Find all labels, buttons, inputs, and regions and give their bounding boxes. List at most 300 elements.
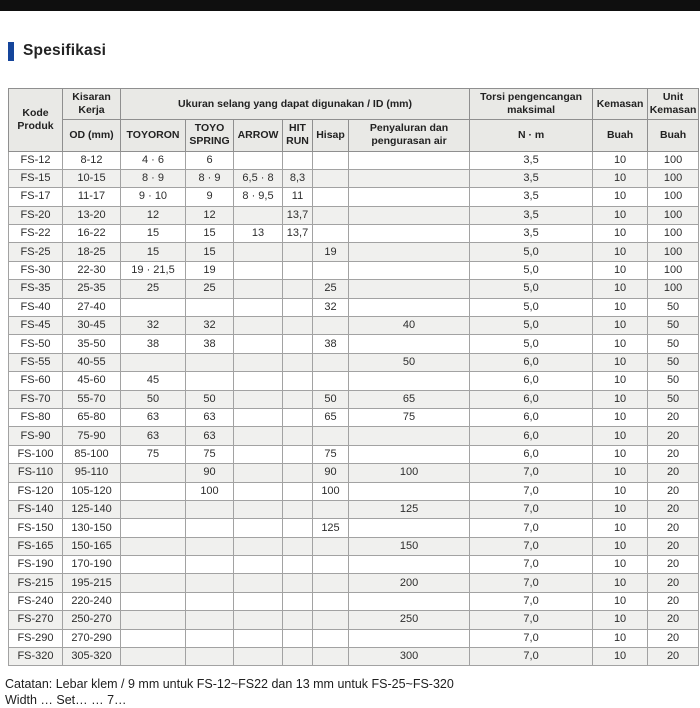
spec-value-cell: [121, 519, 186, 537]
spec-value-cell: 5,0: [470, 335, 593, 353]
product-code-cell: FS-120: [9, 482, 63, 500]
spec-value-cell: 10: [593, 556, 648, 574]
spec-value-cell: 100: [648, 280, 699, 298]
spec-value-cell: [121, 353, 186, 371]
table-row: [9, 225, 699, 243]
spec-value-cell: [283, 372, 313, 390]
spec-value-cell: [349, 445, 470, 463]
spec-value-cell: [349, 225, 470, 243]
spec-value-cell: 6,0: [470, 390, 593, 408]
spec-value-cell: 10: [593, 317, 648, 335]
spec-value-cell: [283, 408, 313, 426]
letterbox-bar-top: [0, 0, 700, 11]
product-code-cell: FS-290: [9, 629, 63, 647]
spec-value-cell: 10: [593, 206, 648, 224]
spec-value-cell: [234, 298, 283, 316]
spec-value-cell: 200: [349, 574, 470, 592]
table-row: [9, 243, 699, 261]
spec-value-cell: [313, 169, 349, 187]
spec-value-cell: [234, 280, 283, 298]
spec-value-cell: 32: [186, 317, 234, 335]
spec-value-cell: 7,0: [470, 500, 593, 518]
spec-value-cell: 3,5: [470, 188, 593, 206]
spec-value-cell: 5,0: [470, 298, 593, 316]
spec-value-cell: [121, 298, 186, 316]
header-kode-produk: Kode Produk: [9, 89, 63, 152]
spec-value-cell: 38: [186, 335, 234, 353]
spec-value-cell: 75-90: [63, 427, 121, 445]
spec-value-cell: [283, 151, 313, 169]
spec-value-cell: [234, 556, 283, 574]
spec-value-cell: 7,0: [470, 592, 593, 610]
spec-value-cell: [349, 188, 470, 206]
spec-value-cell: 10: [593, 298, 648, 316]
spec-value-cell: [349, 206, 470, 224]
table-row: [9, 372, 699, 390]
spec-value-cell: [186, 648, 234, 666]
spec-value-cell: 7,0: [470, 519, 593, 537]
spec-value-cell: 10: [593, 648, 648, 666]
spec-value-cell: [283, 574, 313, 592]
spec-value-cell: [121, 556, 186, 574]
spec-value-cell: 195-215: [63, 574, 121, 592]
spec-value-cell: [234, 574, 283, 592]
spec-value-cell: [283, 592, 313, 610]
spec-value-cell: [349, 243, 470, 261]
spec-value-cell: [349, 298, 470, 316]
spec-value-cell: 7,0: [470, 537, 593, 555]
spec-value-cell: 9: [186, 188, 234, 206]
spec-value-cell: 40-55: [63, 353, 121, 371]
spec-value-cell: 20: [648, 519, 699, 537]
spec-value-cell: [121, 648, 186, 666]
product-code-cell: FS-55: [9, 353, 63, 371]
header-toyoron: TOYORON: [121, 120, 186, 151]
product-code-cell: FS-320: [9, 648, 63, 666]
spec-value-cell: [186, 537, 234, 555]
spec-value-cell: 63: [121, 408, 186, 426]
spec-value-cell: 65: [349, 390, 470, 408]
spec-value-cell: 38: [121, 335, 186, 353]
spec-value-cell: 20: [648, 574, 699, 592]
spec-value-cell: 20: [648, 500, 699, 518]
spec-value-cell: [283, 648, 313, 666]
spec-value-cell: [349, 556, 470, 574]
spec-value-cell: 40: [349, 317, 470, 335]
spec-value-cell: 300: [349, 648, 470, 666]
spec-value-cell: 10: [593, 537, 648, 555]
spec-value-cell: 5,0: [470, 317, 593, 335]
spec-value-cell: [313, 556, 349, 574]
spec-value-cell: [313, 225, 349, 243]
spec-value-cell: 10: [593, 188, 648, 206]
spec-value-cell: [234, 243, 283, 261]
spec-value-cell: [234, 427, 283, 445]
header-kemasan: Kemasan: [593, 89, 648, 120]
spec-value-cell: 19: [186, 261, 234, 279]
spec-value-cell: [283, 537, 313, 555]
product-code-cell: FS-50: [9, 335, 63, 353]
spec-value-cell: 16-22: [63, 225, 121, 243]
spec-value-cell: [283, 335, 313, 353]
spec-value-cell: [313, 648, 349, 666]
table-row: [9, 574, 699, 592]
spec-table-body: [9, 151, 699, 666]
spec-value-cell: 32: [313, 298, 349, 316]
table-row: [9, 317, 699, 335]
spec-value-cell: [121, 500, 186, 518]
spec-value-cell: [283, 280, 313, 298]
header-hit-run: HIT RUN: [283, 120, 313, 151]
product-code-cell: FS-165: [9, 537, 63, 555]
spec-value-cell: [313, 188, 349, 206]
spec-value-cell: 7,0: [470, 629, 593, 647]
spec-value-cell: [234, 408, 283, 426]
spec-value-cell: 6,0: [470, 445, 593, 463]
spec-value-cell: [313, 372, 349, 390]
spec-value-cell: 12: [186, 206, 234, 224]
spec-value-cell: 100: [648, 151, 699, 169]
spec-value-cell: 6: [186, 151, 234, 169]
spec-value-cell: 20: [648, 464, 699, 482]
spec-value-cell: 20: [648, 427, 699, 445]
table-row: [9, 482, 699, 500]
spec-value-cell: 8 · 9: [121, 169, 186, 187]
spec-value-cell: [313, 261, 349, 279]
product-code-cell: FS-240: [9, 592, 63, 610]
spec-value-cell: [234, 151, 283, 169]
spec-value-cell: 100: [648, 169, 699, 187]
spec-value-cell: [234, 372, 283, 390]
spec-value-cell: 100: [186, 482, 234, 500]
spec-value-cell: 50: [186, 390, 234, 408]
spec-value-cell: 6,0: [470, 353, 593, 371]
page-title: Spesifikasi: [23, 42, 107, 59]
spec-value-cell: [283, 500, 313, 518]
spec-value-cell: 10: [593, 225, 648, 243]
spec-value-cell: 125: [313, 519, 349, 537]
spec-value-cell: [186, 629, 234, 647]
table-row: [9, 445, 699, 463]
spec-value-cell: [186, 574, 234, 592]
product-code-cell: FS-100: [9, 445, 63, 463]
spec-value-cell: 7,0: [470, 482, 593, 500]
spec-value-cell: [283, 629, 313, 647]
spec-value-cell: 13,7: [283, 206, 313, 224]
spec-value-cell: [283, 353, 313, 371]
spec-value-cell: 50: [648, 317, 699, 335]
table-row: [9, 390, 699, 408]
table-row: [9, 408, 699, 426]
spec-value-cell: 170-190: [63, 556, 121, 574]
spec-value-cell: 100: [648, 243, 699, 261]
spec-value-cell: [349, 335, 470, 353]
spec-value-cell: 95-110: [63, 464, 121, 482]
spec-value-cell: 130-150: [63, 519, 121, 537]
spec-value-cell: 63: [186, 427, 234, 445]
spec-value-cell: 7,0: [470, 464, 593, 482]
product-code-cell: FS-90: [9, 427, 63, 445]
spec-value-cell: 150-165: [63, 537, 121, 555]
spec-value-cell: 20: [648, 629, 699, 647]
spec-value-cell: 65: [313, 408, 349, 426]
spec-value-cell: [234, 353, 283, 371]
spec-value-cell: [349, 427, 470, 445]
table-row: [9, 335, 699, 353]
spec-value-cell: 10: [593, 335, 648, 353]
spec-value-cell: [283, 464, 313, 482]
spec-value-cell: 125: [349, 500, 470, 518]
spec-value-cell: 220-240: [63, 592, 121, 610]
spec-value-cell: [121, 537, 186, 555]
spec-value-cell: [283, 519, 313, 537]
product-code-cell: FS-35: [9, 280, 63, 298]
spec-value-cell: [121, 611, 186, 629]
spec-value-cell: [283, 556, 313, 574]
spec-value-cell: 19 · 21,5: [121, 261, 186, 279]
product-code-cell: FS-20: [9, 206, 63, 224]
spec-value-cell: [186, 353, 234, 371]
product-code-cell: FS-22: [9, 225, 63, 243]
spec-value-cell: [349, 261, 470, 279]
spec-value-cell: 15: [186, 243, 234, 261]
spec-value-cell: 25: [186, 280, 234, 298]
spec-value-cell: [186, 611, 234, 629]
product-code-cell: FS-12: [9, 151, 63, 169]
spec-value-cell: 30-45: [63, 317, 121, 335]
spec-value-cell: [121, 482, 186, 500]
spec-value-cell: 25: [121, 280, 186, 298]
note-line-2-clipped: Width … Set… … 7…: [5, 693, 127, 708]
spec-value-cell: 13-20: [63, 206, 121, 224]
spec-value-cell: 15: [186, 225, 234, 243]
table-row: [9, 353, 699, 371]
spec-value-cell: [234, 390, 283, 408]
table-row: [9, 464, 699, 482]
spec-value-cell: 20: [648, 445, 699, 463]
spec-value-cell: 11: [283, 188, 313, 206]
spec-value-cell: [234, 500, 283, 518]
spec-value-cell: 22-30: [63, 261, 121, 279]
spec-value-cell: [283, 298, 313, 316]
header-unit-kemasan: Unit Kemasan: [648, 89, 699, 120]
spec-value-cell: 10: [593, 390, 648, 408]
spec-value-cell: [234, 519, 283, 537]
header-torsi: Torsi pengencangan maksimal: [470, 89, 593, 120]
spec-value-cell: 5,0: [470, 261, 593, 279]
table-row: [9, 556, 699, 574]
spec-value-cell: 10: [593, 261, 648, 279]
spec-value-cell: [349, 169, 470, 187]
spec-value-cell: 10: [593, 353, 648, 371]
product-code-cell: FS-45: [9, 317, 63, 335]
product-code-cell: FS-60: [9, 372, 63, 390]
spec-value-cell: [234, 261, 283, 279]
spec-value-cell: 7,0: [470, 556, 593, 574]
table-row: [9, 261, 699, 279]
spec-value-cell: 20: [648, 537, 699, 555]
spec-value-cell: 100: [648, 206, 699, 224]
spec-value-cell: 5,0: [470, 280, 593, 298]
spec-value-cell: 50: [121, 390, 186, 408]
header-penyaluran: Penyaluran dan pengurasan air: [349, 120, 470, 151]
table-header: [9, 89, 699, 152]
spec-value-cell: 3,5: [470, 169, 593, 187]
spec-value-cell: [186, 592, 234, 610]
spec-value-cell: 75: [121, 445, 186, 463]
spec-value-cell: 9 · 10: [121, 188, 186, 206]
spec-value-cell: [283, 482, 313, 500]
spec-value-cell: 100: [648, 225, 699, 243]
spec-value-cell: 305-320: [63, 648, 121, 666]
spec-value-cell: 25-35: [63, 280, 121, 298]
header-kisaran-kerja: Kisaran Kerja: [63, 89, 121, 120]
spec-value-cell: [186, 372, 234, 390]
spec-value-cell: 10: [593, 464, 648, 482]
spec-value-cell: 90: [313, 464, 349, 482]
spec-value-cell: 6,5 · 8: [234, 169, 283, 187]
spec-value-cell: 50: [648, 390, 699, 408]
product-code-cell: FS-25: [9, 243, 63, 261]
spec-value-cell: [121, 464, 186, 482]
spec-value-cell: 5,0: [470, 243, 593, 261]
product-code-cell: FS-110: [9, 464, 63, 482]
spec-value-cell: [313, 629, 349, 647]
spec-value-cell: [313, 611, 349, 629]
table-row: [9, 537, 699, 555]
header-kemasan-unit: Buah: [593, 120, 648, 151]
spec-value-cell: [121, 592, 186, 610]
spec-value-cell: 12: [121, 206, 186, 224]
spec-value-cell: [313, 574, 349, 592]
spec-value-cell: 27-40: [63, 298, 121, 316]
spec-value-cell: 10: [593, 151, 648, 169]
spec-value-cell: 250: [349, 611, 470, 629]
note-line-1: Catatan: Lebar klem / 9 mm untuk FS-12~FS22 dan 13 mm untuk FS-25~FS-320: [5, 677, 454, 692]
spec-value-cell: 20: [648, 648, 699, 666]
spec-value-cell: 3,5: [470, 151, 593, 169]
spec-value-cell: 20: [648, 482, 699, 500]
spec-value-cell: 10: [593, 243, 648, 261]
spec-value-cell: 7,0: [470, 574, 593, 592]
spec-value-cell: 10: [593, 445, 648, 463]
spec-value-cell: [234, 648, 283, 666]
product-code-cell: FS-70: [9, 390, 63, 408]
spec-value-cell: [349, 372, 470, 390]
spec-value-cell: 32: [121, 317, 186, 335]
spec-value-cell: 10: [593, 574, 648, 592]
spec-value-cell: [349, 592, 470, 610]
spec-value-cell: 11-17: [63, 188, 121, 206]
header-ukuran-selang: Ukuran selang yang dapat digunakan / ID (mm): [121, 89, 470, 120]
spec-value-cell: 125-140: [63, 500, 121, 518]
table-row: [9, 298, 699, 316]
spec-value-cell: [349, 280, 470, 298]
spec-value-cell: [283, 317, 313, 335]
table-row: [9, 206, 699, 224]
spec-value-cell: 10: [593, 629, 648, 647]
spec-value-cell: [283, 261, 313, 279]
header-arrow: ARROW: [234, 120, 283, 151]
spec-value-cell: 55-70: [63, 390, 121, 408]
product-code-cell: FS-15: [9, 169, 63, 187]
spec-value-cell: 8-12: [63, 151, 121, 169]
spec-value-cell: 7,0: [470, 648, 593, 666]
header-toyo-spring: TOYO SPRING: [186, 120, 234, 151]
section-title-row: [8, 41, 700, 61]
spec-value-cell: 18-25: [63, 243, 121, 261]
table-row: [9, 280, 699, 298]
spec-value-cell: 10: [593, 500, 648, 518]
table-row: [9, 629, 699, 647]
spec-value-cell: [313, 427, 349, 445]
spec-value-cell: [349, 519, 470, 537]
table-row: [9, 519, 699, 537]
spec-value-cell: 50: [349, 353, 470, 371]
spec-value-cell: 13,7: [283, 225, 313, 243]
product-code-cell: FS-215: [9, 574, 63, 592]
spec-value-cell: 75: [349, 408, 470, 426]
spec-value-cell: 6,0: [470, 408, 593, 426]
spec-value-cell: 8,3: [283, 169, 313, 187]
header-od: OD (mm): [63, 120, 121, 151]
product-code-cell: FS-40: [9, 298, 63, 316]
spec-value-cell: 10: [593, 611, 648, 629]
header-torsi-unit: N · m: [470, 120, 593, 151]
spec-value-cell: [349, 482, 470, 500]
spec-value-cell: 100: [648, 261, 699, 279]
spec-value-cell: 75: [186, 445, 234, 463]
spec-value-cell: 38: [313, 335, 349, 353]
spec-value-cell: 63: [186, 408, 234, 426]
spec-value-cell: 63: [121, 427, 186, 445]
product-code-cell: FS-80: [9, 408, 63, 426]
title-accent-bar: [8, 42, 14, 61]
spec-value-cell: 150: [349, 537, 470, 555]
spec-value-cell: 3,5: [470, 225, 593, 243]
product-code-cell: FS-17: [9, 188, 63, 206]
spec-value-cell: 10: [593, 169, 648, 187]
spec-value-cell: 20: [648, 556, 699, 574]
spec-value-cell: 45-60: [63, 372, 121, 390]
spec-value-cell: [186, 556, 234, 574]
spec-value-cell: 65-80: [63, 408, 121, 426]
spec-value-cell: 10: [593, 519, 648, 537]
spec-value-cell: 15: [121, 243, 186, 261]
spec-value-cell: 90: [186, 464, 234, 482]
spec-value-cell: 6,0: [470, 372, 593, 390]
spec-value-cell: [234, 335, 283, 353]
spec-value-cell: [313, 151, 349, 169]
spec-value-cell: 8 · 9: [186, 169, 234, 187]
spec-value-cell: [234, 537, 283, 555]
spec-value-cell: [313, 537, 349, 555]
table-row: [9, 500, 699, 518]
spec-value-cell: 100: [313, 482, 349, 500]
spec-value-cell: [186, 500, 234, 518]
spec-value-cell: 50: [648, 353, 699, 371]
spec-value-cell: 50: [648, 298, 699, 316]
spec-value-cell: 13: [234, 225, 283, 243]
specification-table: [8, 88, 699, 666]
spec-value-cell: [349, 629, 470, 647]
spec-value-cell: [234, 482, 283, 500]
spec-value-cell: [313, 592, 349, 610]
spec-value-cell: 50: [648, 335, 699, 353]
spec-value-cell: [313, 317, 349, 335]
spec-value-cell: [313, 206, 349, 224]
spec-value-cell: 75: [313, 445, 349, 463]
